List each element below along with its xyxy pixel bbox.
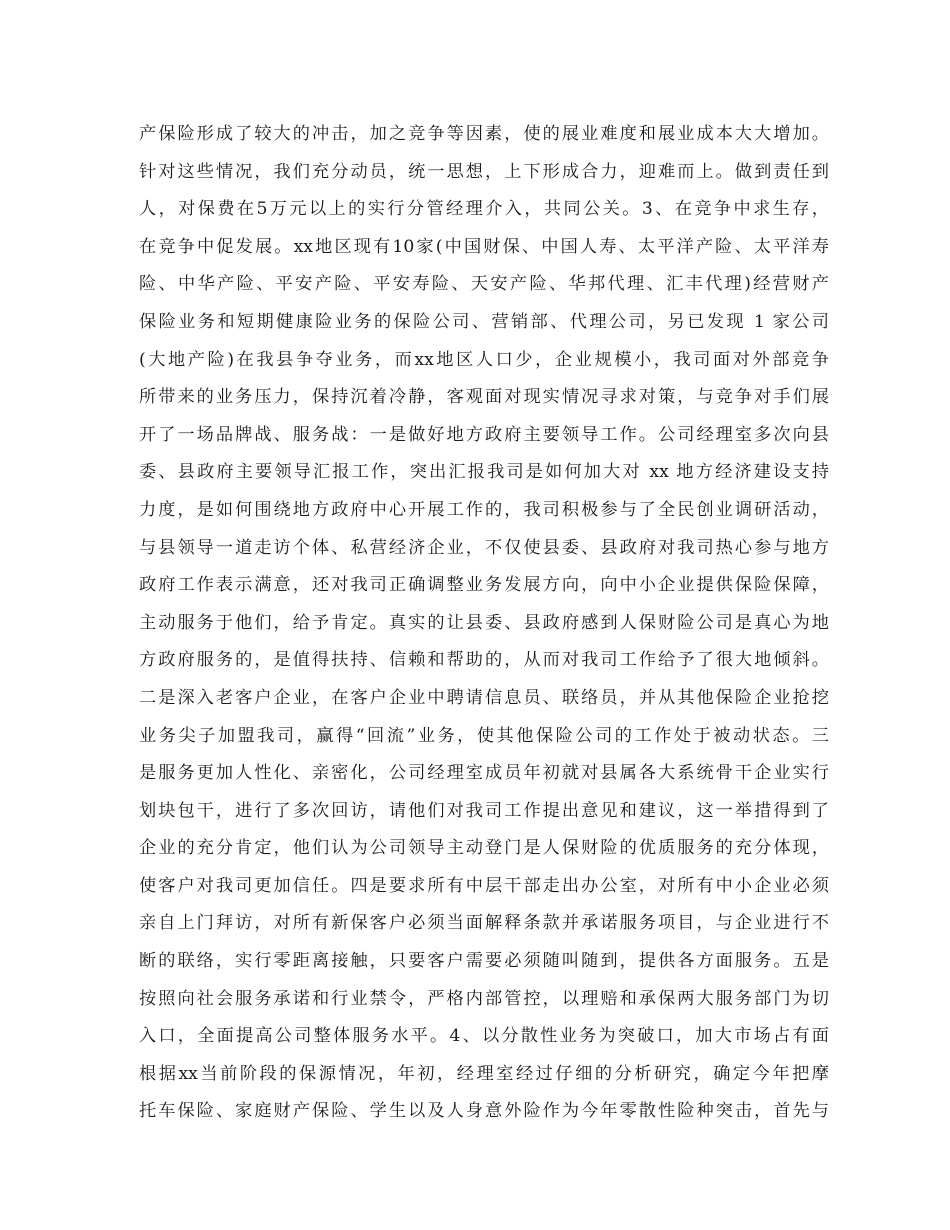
- text-line: (大地产险)在我县争夺业务，而xx地区人口少，企业规模小，我司面对外部竞争: [139, 349, 829, 370]
- text-line: 针对这些情况，我们充分动员，统一思想，上下形成合力，迎难而上。做到责任到: [139, 161, 829, 182]
- text-line: 主动服务于他们，给予肯定。真实的让县委、县政府感到人保财险公司是真心为地: [139, 612, 829, 633]
- text-line: 使客户对我司更加信任。四是要求所有中层干部走出办公室，对所有中小企业必须: [139, 875, 829, 896]
- text-line: 托车保险、家庭财产保险、学生以及人身意外险作为今年零散性险种突击，首先与: [139, 1101, 829, 1122]
- text-line: 根据xx当前阶段的保源情况，年初，经理室经过仔细的分析研究，确定今年把摩: [139, 1063, 829, 1084]
- text-line: 产保险形成了较大的冲击，加之竞争等因素，使的展业难度和展业成本大大增加。: [139, 124, 829, 144]
- text-line: 所带来的业务压力，保持沉着冷静，客观面对现实情况寻求对策，与竞争对手们展: [139, 387, 829, 408]
- text-line: 二是深入老客户企业，在客户企业中聘请信息员、联络员，并从其他保险企业抢挖: [139, 687, 829, 708]
- text-line: 险、中华产险、平安产险、平安寿险、天安产险、华邦代理、汇丰代理)经营财产: [139, 274, 829, 295]
- text-line: 人，对保费在5万元以上的实行分管经理介入，共同公关。3、在竞争中求生存，: [139, 199, 829, 220]
- text-line: 入口，全面提高公司整体服务水平。4、以分散性业务为突破口，加大市场占有面: [139, 1026, 829, 1047]
- text-line: 划块包干，进行了多次回访，请他们对我司工作提出意见和建议，这一举措得到了: [139, 800, 829, 821]
- text-line: 力度，是如何围绕地方政府中心开展工作的，我司积极参与了全民创业调研活动，: [139, 499, 829, 520]
- text-line: 企业的充分肯定，他们认为公司领导主动登门是人保财险的优质服务的充分体现，: [139, 838, 829, 859]
- text-line: 政府工作表示满意，还对我司正确调整业务发展方向，向中小企业提供保险保障，: [139, 575, 829, 596]
- text-line: 开了一场品牌战、服务战：一是做好地方政府主要领导工作。公司经理室多次向县: [139, 424, 829, 445]
- text-line: 与县领导一道走访个体、私营经济企业，不仅使县委、县政府对我司热心参与地方: [139, 537, 829, 558]
- text-line: 在竞争中促发展。xx地区现有10家(中国财保、中国人寿、太平洋产险、太平洋寿: [139, 236, 829, 257]
- text-line: 委、县政府主要领导汇报工作，突出汇报我司是如何加大对 xx 地方经济建设支持: [139, 462, 829, 483]
- text-line: 亲自上门拜访，对所有新保客户必须当面解释条款并承诺服务项目，与企业进行不: [139, 913, 829, 934]
- text-line: 是服务更加人性化、亲密化，公司经理室成员年初就对县属各大系统骨干企业实行: [139, 763, 829, 784]
- text-line: 保险业务和短期健康险业务的保险公司、营销部、代理公司，另已发现 1 家公司: [139, 311, 829, 332]
- text-line: 方政府服务的，是值得扶持、信赖和帮助的，从而对我司工作给予了很大地倾斜。: [139, 650, 829, 671]
- text-line: 断的联络，实行零距离接触，只要客户需要必须随叫随到，提供各方面服务。五是: [139, 951, 829, 972]
- text-line: 业务尖子加盟我司，赢得“回流”业务，使其他保险公司的工作处于被动状态。三: [139, 725, 829, 746]
- body-text: [139, 116, 829, 1131]
- text-line: 按照向社会服务承诺和行业禁令，严格内部管控，以理赔和承保两大服务部门为切: [139, 988, 829, 1009]
